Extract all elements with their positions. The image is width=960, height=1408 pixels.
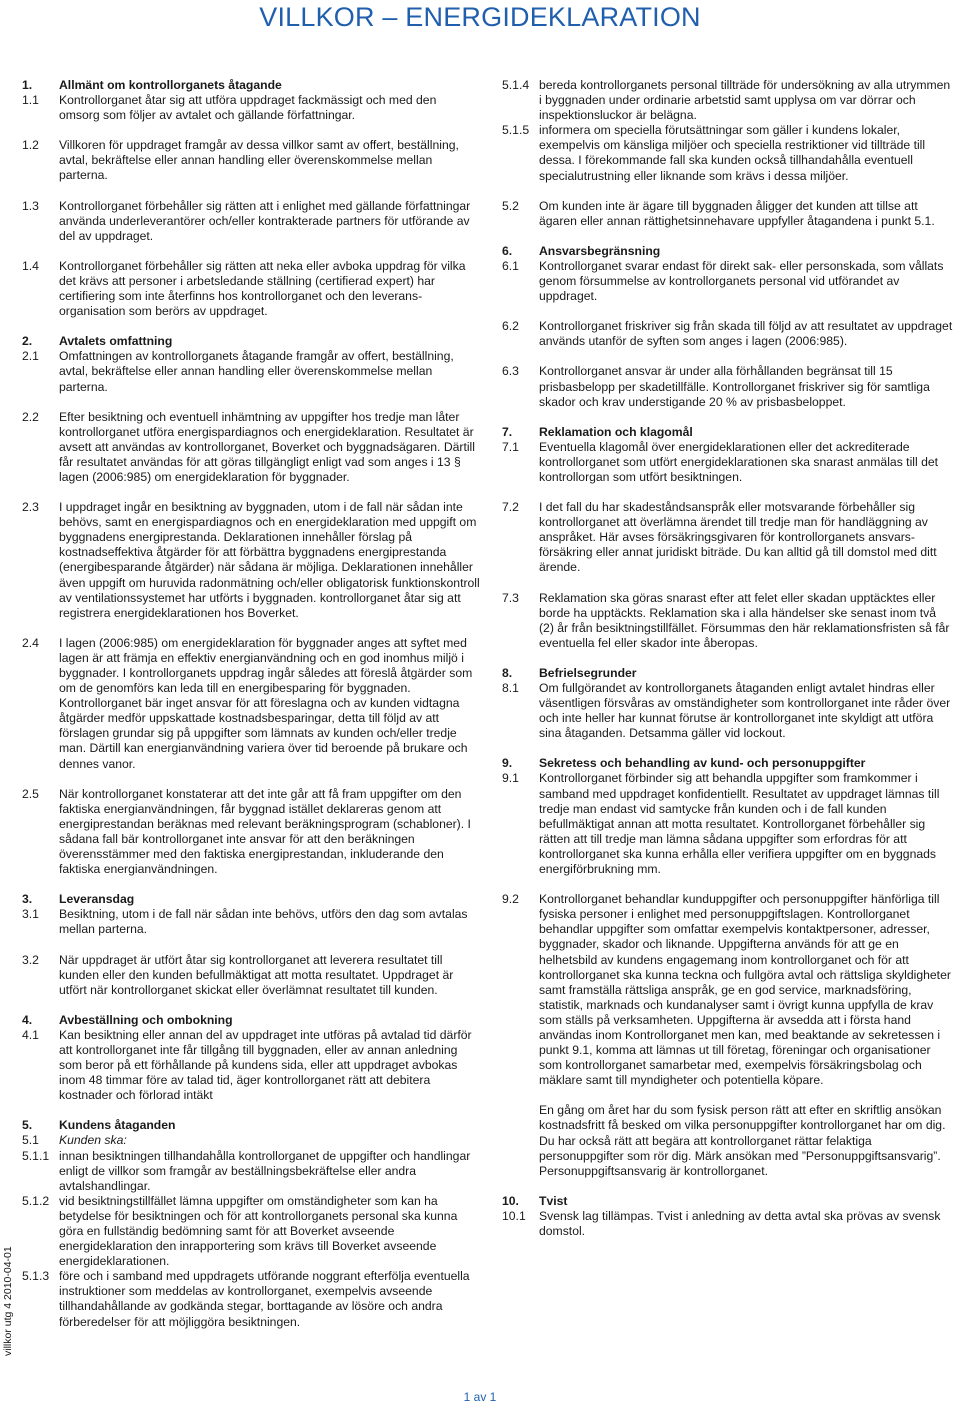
clause-text: Kontrollorganet förbehåller sig rätten att neka eller avboka uppdrag för vilka det krävs att personer i arbetsledande ställning (certifierad expert) har certifiering som inte återfinns hos kontrollorganet och den leveransorganisation som berörs av uppdraget. — [59, 258, 466, 319]
clause — [502, 591, 954, 651]
clause-number: 6. — [502, 243, 513, 258]
clause-number: 7. — [502, 424, 513, 439]
clause-text: innan besiktningen tillhandahålla kontrollorganet de uppgifter och handlingar enligt de villkor som framgår av beställningsbekräftelse eller andra avtalshandlingar. — [59, 1148, 471, 1193]
clause-text: Kontrollorganet förbinder sig att behandla uppgifter som framkommer i samband med uppdraget konfidentiellt. Resultatet av uppdraget lämnas till tredje man endast vid samtycke från kunden och i de fall kunden befullmäktigat annan att motta resultatet. Kontrollorganet förbehåller sig rätten att till tredje man lämna sådana uppgifter som erfordras för att kontrollorganet ska kunna erhålla eller verifiera uppgifter om en byggnads energiförbrukning mm. — [539, 771, 940, 877]
clause — [502, 78, 954, 123]
clause-text: Kontrollorganet ansvar är under alla förhållanden begränsat till 15 prisbasbelopp per skadetillfälle. Kontrollorganet friskriver sig för samtliga skador och krav understigande 20 % av prisbasbeloppet. — [539, 364, 930, 409]
clause-text: Kontrollorganet åtar sig att utföra uppdraget fackmässigt och med den omsorg som följer av avtalet och gällande författningar. — [59, 93, 437, 123]
section-title: Allmänt om kontrollorganets åtagande — [59, 78, 282, 92]
clause — [22, 93, 480, 123]
clause-number: 5.1.2 — [22, 1193, 50, 1208]
clause — [502, 681, 954, 741]
clause-number: 10.1 — [502, 1208, 526, 1223]
clause — [22, 787, 480, 878]
section-title: Ansvarsbegränsning — [539, 243, 661, 258]
section-heading — [502, 244, 954, 259]
section-title: Tvist — [539, 1193, 568, 1208]
clause-number: 5.1 — [22, 1133, 39, 1148]
clause-number: 2.1 — [22, 349, 39, 364]
clause-text: Villkoren för uppdraget framgår av dessa villkor samt av offert, beställning, avtal, bekräftelse eller annan handling eller överenskommelse mellan parterna. — [59, 138, 459, 183]
clause-number: 7.2 — [502, 500, 519, 515]
clause-number: 9.2 — [502, 892, 519, 907]
clause-text: Kontrollorganet behandlar kunduppgifter och personuppgifter hänförliga till fysiska personer i enlighet med personuppgiftslagen. Kontrollorganet behandlar uppgifter som omfattar exempelvis kontaktpersoner, adresser, byggnader, skador och liknande. Uppgifterna används för att ge en helhetsbild av kundens engagemang inom kontrollorganet och för att kontrollorganet ska kunna teckna och fullgöra avtal och rättsliga skyldigheter samt framställa rättsliga anspråk, ge en god service, marknadsföring, statistik, marknads och kundanalyser samt i övrigt kunna uppfylla de krav som ställs på verksamheten. Uppgifterna är avsedda att i första hand användas inom Kontrollorganet men kan, med beaktande av sekretessen i punkt 9.1, komma att lämnas ut till företag, föreningar och organisationer som kontrollorganet samarbetar med, exempelvis försäkringsbolag och mäklare samt till myndigheter och potentiella köpare. — [539, 892, 951, 1088]
section-heading — [22, 892, 480, 907]
clause — [22, 953, 480, 998]
clause-text: Kontrollorganet svarar endast för direkt sak- eller personskada, som vållats genom försummelse av kontrollorganets personal vid utförandet av uppdraget. — [539, 258, 944, 304]
clause-number: 1.1 — [22, 93, 39, 108]
clause-text: före och i samband med uppdragets utförande noggrant efterfölja eventuella instruktioner som meddelas av kontrollorganet, exempelvis avseende tillhandahållande av godkända stegar, borttagande av lösöre och andra förberedelser för att möjliggöra besiktningen. — [59, 1269, 470, 1329]
document-title: VILLKOR – ENERGIDEKLARATION — [259, 2, 701, 32]
clause-text: I det fall du har skadeståndsanspråk eller motsvarande förbehåller sig kontrollorganet att överlämna ärendet till tredje man för handläggning av anspråket. Här avses försäkringsgivaren för kontrollorganets ansvarsförsäkring eller annat juridiskt biträde. Du kan alltid gå till domstol med ditt ärende. — [539, 500, 937, 575]
clause-text: vid besiktningstillfället lämna uppgifter om omständigheter som kan ha betydelse för besiktningen och för att kontrollorganets personal ska kunna göra en fullständig bedömning samt för att Boverket avseende energideklaration den inrapportering som krävs till Boverket avseende energideklarationen. — [59, 1193, 458, 1269]
section-heading — [502, 756, 954, 771]
clause-text: Besiktning, utom i de fall när sådan inte behövs, utförs den dag som avtalas mellan parterna. — [59, 907, 468, 937]
clause-text: informera om speciella förutsättningar som gäller i kundens lokaler, exempelvis om känsliga miljöer och speciella restriktioner vid tillträde till dessa. I förekommande fall ska kunden också tillhandahålla eventuell specialutrustning eller liknande som krävs i dessa miljöer. — [539, 123, 926, 183]
clause-number: 2.4 — [22, 635, 39, 650]
clause — [502, 123, 954, 183]
clause-text: När kontrollorganet konstaterar att det inte går att få fram uppgifter om den faktiska energianvändningen, får byggnad istället deklareras genom att energiprestandan beräknas med relevant beräkningsprogram (schabloner). I sådana fall bär kontrollorganet inte ansvar för att den beräkningen överensstämmer med den faktiska energiprestandan, inkluderande den faktiska energianvändningen. — [59, 786, 471, 877]
section-heading — [502, 425, 954, 440]
clause — [22, 1269, 480, 1329]
clause — [22, 1194, 480, 1269]
clause-number: 1.4 — [22, 258, 39, 273]
clause-text: Kontrollorganet förbehåller sig rätten att i enlighet med gällande författningar använda underleverantörer och/eller kontrakterade partners för utförande av del av uppdraget. — [59, 198, 471, 243]
clause-number: 7.3 — [502, 590, 519, 605]
section-title: Avbeställning och ombokning — [59, 1012, 233, 1027]
clause-number: 6.1 — [502, 258, 519, 273]
clause-number: 5.1.1 — [22, 1148, 50, 1163]
clause-number: 8. — [502, 665, 513, 680]
section-heading — [22, 1118, 480, 1133]
clause — [22, 410, 480, 485]
clause-text: Kan besiktning eller annan del av uppdraget inte utföras på avtalad tid därför att kontrollorganet inte får tillgång till byggnaden, eller av annan anledning som beror på ett förhållande på kundens sida, eller att uppdraget avbokas inom 48 timmar före av talad tid, äger kontrollorganet rätt att debitera kostnader och förlorad intäkt — [59, 1027, 472, 1103]
clause — [502, 259, 954, 304]
clause — [502, 500, 954, 575]
clause-text: bereda kontrollorganets personal tillträde för undersökning av alla utrymmen i byggnaden under ordinarie arbetstid samt upplysa om var dörrar och inspektionsluckor är belägna. — [539, 78, 951, 123]
section-heading — [502, 1194, 954, 1209]
clause — [22, 199, 480, 244]
right-column — [502, 78, 954, 1239]
clause-number: 6.2 — [502, 319, 519, 334]
clause — [22, 907, 480, 937]
clause — [22, 1133, 480, 1148]
clause — [22, 1028, 480, 1103]
clause-number: 3.2 — [22, 952, 39, 967]
clause-text: I lagen (2006:985) om energideklaration för byggnader anges att syftet med lagen är att främja en effektiv energianvändning och en god inomhus miljö i byggnader. I kontrollorganets uppdrag ingår således att föreslå åtgärder som om de genomförs kan leda till en energibesparing för byggnaden. Kontrollorganet bär inget ansvar för att föreslagna och av kunden vidtagna åtgärder medför uppskattade kostnadsbesparingar, detta till följd av att förslagen grundar sig på uppgifter som lämnats av kunden och/eller tredje man. Därtill kan energianvändning variera över tid beroende på brukare och dennes vanor. — [59, 635, 473, 771]
clause — [22, 500, 480, 621]
clause-number — [502, 1103, 539, 1178]
clause — [502, 892, 954, 1088]
clause-number: 10. — [502, 1193, 519, 1208]
clause — [502, 364, 954, 409]
section-title: Befrielsegrunder — [539, 665, 637, 680]
clause — [22, 349, 480, 394]
clause-number: 5. — [22, 1118, 33, 1133]
clause — [502, 771, 954, 877]
clause-number: 9. — [502, 756, 513, 771]
clause-text: Omfattningen av kontrollorganets åtagande framgår av offert, beställning, avtal, bekräftelse eller annan handling eller överenskommelse mellan parterna. — [59, 349, 454, 394]
clause-text: Eventuella klagomål över energideklarationen eller det ackrediterade kontrollorganet som utfört energideklarationen ska snarast anmälas till det kontrollorgan som utfört besiktningen. — [539, 439, 939, 484]
clause-number: 2.2 — [22, 409, 39, 424]
section-heading — [22, 334, 480, 349]
clause-number: 6.3 — [502, 364, 519, 379]
section-title: Reklamation och klagomål — [539, 424, 693, 439]
clause-number: 4. — [22, 1012, 33, 1027]
clause-number: 8.1 — [502, 681, 519, 695]
version-note: villkor utg 4 2010-04-01 — [2, 1246, 14, 1356]
clause-text: Efter besiktning och eventuell inhämtning av uppgifter hos tredje man låter kontrollorganet utföra energispardiagnos och energideklaration. Resultatet är avsett att användas av kontrollorganet, Boverket och byggnadsägaren. Därtill får resultatet användas för att göras tillgängligt enligt vad som anges i 13 § lagen (2006:985) om energideklaration för byggnader. — [59, 409, 475, 484]
clause-number: 3.1 — [22, 907, 39, 922]
page-number: 1 av 1 — [463, 1390, 497, 1404]
clause — [22, 1149, 480, 1194]
section-title: Leveransdag — [59, 892, 135, 907]
clause-text: Svensk lag tillämpas. Tvist i anledning av detta avtal ska prövas av svensk domstol. — [539, 1208, 941, 1238]
clause-number: 1. — [22, 78, 33, 92]
clause-text: Om fullgörandet av kontrollorganets åtaganden enligt avtalet hindras eller väsentligen försvåras av omständigheter som kontrollorganet inte råder över och inte heller har kunnat förutse är kontrollorganet inte skyldigt att utföra sina åtaganden. Detsamma gäller vid lockout. — [539, 681, 951, 741]
section-heading — [502, 666, 954, 681]
clause-text: Om kunden inte är ägare till byggnaden åligger det kunden att tillse att ägaren eller annan rättighetsinnehavare uppfyller åtagandena i punkt 5.1. — [539, 198, 935, 228]
clause — [502, 1209, 954, 1239]
clause-number: 7.1 — [502, 439, 519, 454]
clause-text: När uppdraget är utfört åtar sig kontrollorganet att leverera resultatet till kunden eller den kunden befullmäktigat att motta resultatet. Uppdraget är utfört när kontrollorganet skickat eller överlämnat resultatet till kunden. — [59, 952, 454, 997]
clause-number: 5.1.3 — [22, 1269, 50, 1284]
clause-text: Kontrollorganet friskriver sig från skada till följd av att resultatet av uppdraget används utanför de syften som anges i lagen (2006:985). — [539, 319, 953, 349]
section-heading — [22, 1013, 480, 1028]
clause-number: 3. — [22, 892, 33, 907]
clause — [502, 319, 954, 349]
clause-number: 5.1.4 — [502, 78, 530, 92]
clause-number: 2.3 — [22, 500, 39, 515]
clause-number: 2. — [22, 334, 33, 349]
clause — [22, 259, 480, 319]
clause-text: Kunden ska: — [59, 1133, 127, 1148]
section-title: Kundens åtaganden — [59, 1118, 176, 1133]
clause-number: 1.3 — [22, 198, 39, 213]
clause-number: 4.1 — [22, 1027, 39, 1042]
clause — [22, 138, 480, 183]
left-column — [22, 78, 480, 1330]
clause-text: I uppdraget ingår en besiktning av byggnaden, utom i de fall när sådan inte behövs, samt en energispardiagnos och en energideklaration med uppgift om byggnadens energiprestanda. Deklarationen innehåller förslag på kostnadseffektiva åtgärder för att förbättra byggnadens energiprestanda (energibesparande åtgärder) när sådana är möjliga. Deklarationen innehåller även uppgift om huruvida radonmätning och/eller obligatorisk funktionskontroll av ventilationssystemet har utförts i byggnaden. kontrollorganet åtar sig att registrera energideklarationen hos Boverket. — [59, 500, 480, 620]
clause — [502, 440, 954, 485]
section-heading — [22, 78, 480, 93]
section-title: Avtalets omfattning — [59, 334, 173, 349]
clause-number: 5.1.5 — [502, 123, 530, 138]
clause-number: 5.2 — [502, 198, 519, 213]
clause-number: 2.5 — [22, 786, 39, 801]
section-title: Sekretess och behandling av kund- och personuppgifter — [539, 756, 866, 771]
clause — [502, 1103, 954, 1178]
clause — [502, 199, 954, 229]
clause — [22, 636, 480, 772]
clause-text: Reklamation ska göras snarast efter att felet eller skadan upptäcktes eller borde ha upptäckts. Reklamation ska i alla händelser ske senast inom två (2) år från besiktningstillfället. Försummas den här reklamationsfristen så får eventuella fel eller skador inte åberopas. — [539, 590, 950, 650]
clause-number: 1.2 — [22, 138, 39, 153]
clause-text: En gång om året har du som fysisk person rätt att efter en skriftlig ansökan kostnadsfritt få besked om vilka personuppgifter kontrollorganet har om dig. Du har också rätt att begära att kontrollorganet rättar felaktiga personuppgifter som rör dig. Märk ansökan med ”Personuppgiftsansvarig”. Personuppgiftsansvarig är kontrollorganet. — [539, 1103, 946, 1178]
clause-number: 9.1 — [502, 771, 519, 786]
